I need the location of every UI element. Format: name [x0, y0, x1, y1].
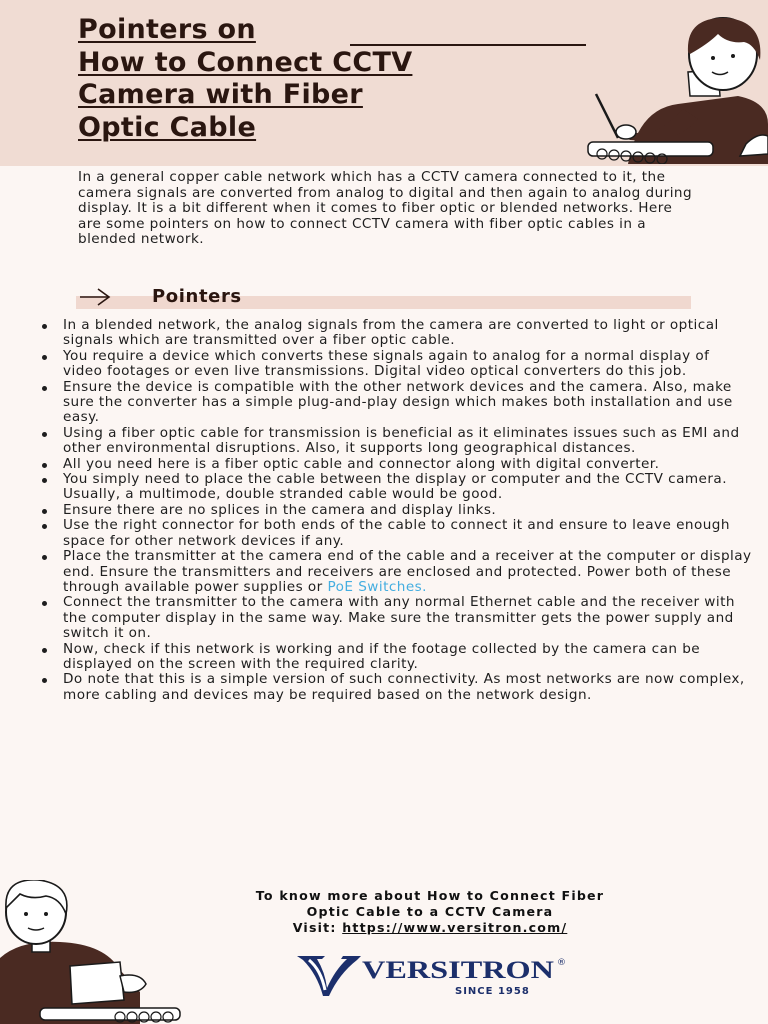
list-item [40, 318, 752, 349]
list-item-text: Connect the transmitter to the camera with any normal Ethernet cable and the receiver with the computer display in the same way. Make sure the transmitter gets the power supply and switch it on. [63, 594, 735, 642]
title-line: Optic Cable [78, 111, 257, 143]
logo-tagline: SINCE 1958 [455, 986, 530, 997]
bullet-dot-icon [42, 355, 47, 360]
list-item-text: You simply need to place the cable between the display or computer and the CCTV camera. Usually, a multimode, double stranded cable would be good. [63, 471, 727, 503]
list-item-text: Using a fiber optic cable for transmission is beneficial as it eliminates issues such as EMI and other environmental disruptions. Also, it supports long geographical distances. [63, 424, 740, 457]
list-item [40, 503, 752, 518]
list-item [40, 672, 752, 703]
right-arrow-icon [78, 287, 112, 307]
website-link[interactable]: https://www.versitron.com/ [342, 920, 568, 935]
list-item-text: Do note that this is a simple version of such connectivity. As most networks are now complex, more cabling and devices may be required based on the network design. [63, 671, 745, 703]
list-item-text: Place the transmitter at the camera end of the cable and a receiver at the computer or display end. Ensure the transmitters and receivers are enclosed and protected. Power both of these through available power supplies or [63, 548, 752, 595]
person-reading-illustration [0, 880, 190, 1024]
call-to-action [180, 888, 680, 936]
logo-wordmark: VERSITRON [362, 957, 554, 984]
list-item-text: Ensure there are no splices in the camera and display links. [63, 501, 497, 518]
visit-label: Visit: [292, 920, 343, 935]
bullet-dot-icon [42, 648, 47, 653]
list-item [40, 549, 752, 595]
visit-line [180, 920, 680, 936]
list-item [40, 595, 752, 641]
list-item-text: In a blended network, the analog signals from the camera are converted to light or optical signals which are transmitted over a fiber optic cable. [63, 317, 719, 349]
bullet-dot-icon [42, 432, 47, 437]
list-item [40, 380, 752, 426]
list-item-text: You require a device which converts these signals again to analog for a normal display of video footages or even live transmissions. Digital video optical converters do this job. [63, 347, 710, 380]
page-title [78, 14, 598, 144]
bullet-dot-icon [42, 463, 47, 468]
title-underline [350, 44, 586, 46]
person-writing-illustration [568, 14, 768, 164]
list-item [40, 457, 752, 472]
versitron-v-logo [297, 956, 361, 996]
title-line: Camera with Fiber [78, 79, 363, 110]
list-item-text: Now, check if this network is working and if the footage collected by the camera can be displayed on the screen with the required clarity. [63, 640, 701, 672]
poe-switches-link[interactable]: PoE Switches. [327, 578, 427, 595]
list-item [40, 472, 752, 503]
list-item [40, 642, 752, 673]
list-item-text: Use the right connector for both ends of the cable to connect it and ensure to leave enough space for other network devices if any. [63, 517, 730, 549]
list-item [40, 426, 752, 457]
list-item [40, 349, 752, 380]
list-item-text: Ensure the device is compatible with the other network devices and the camera. Also, make sure the converter has a simple plug-and-play design which makes both installation and use easy. [63, 378, 733, 426]
bullet-dot-icon [42, 555, 47, 560]
title-line: How to Connect CCTV [78, 46, 413, 78]
bullet-dot-icon [42, 601, 47, 606]
pointers-list [40, 318, 752, 703]
cta-line: To know more about How to Connect Fiber [255, 888, 605, 903]
bullet-dot-icon [42, 324, 47, 329]
registered-mark: ® [557, 958, 566, 968]
bullet-dot-icon [42, 524, 47, 529]
bullet-dot-icon [42, 678, 47, 683]
pointers-heading [76, 286, 691, 310]
cta-line: Optic Cable to a CCTV Camera [306, 904, 554, 919]
versitron-logo [295, 950, 595, 1000]
list-item-text: All you need here is a fiber optic cable and connector along with digital converter. [63, 455, 660, 472]
intro-paragraph: In a general copper cable network which has a CCTV camera connected to it, the camera signals are converted from analog to digital and then again to analog during display. It is a bit different when it comes to fiber optic or blended networks. Here are some pointers on how to connect CCTV camera with fiber optic cables in a blended network. [78, 169, 693, 248]
list-item [40, 518, 752, 549]
bullet-dot-icon [42, 386, 47, 391]
title-line: Pointers on [78, 14, 256, 45]
bullet-dot-icon [42, 509, 47, 514]
pointers-heading-label: Pointers [152, 286, 242, 307]
bullet-dot-icon [42, 478, 47, 483]
